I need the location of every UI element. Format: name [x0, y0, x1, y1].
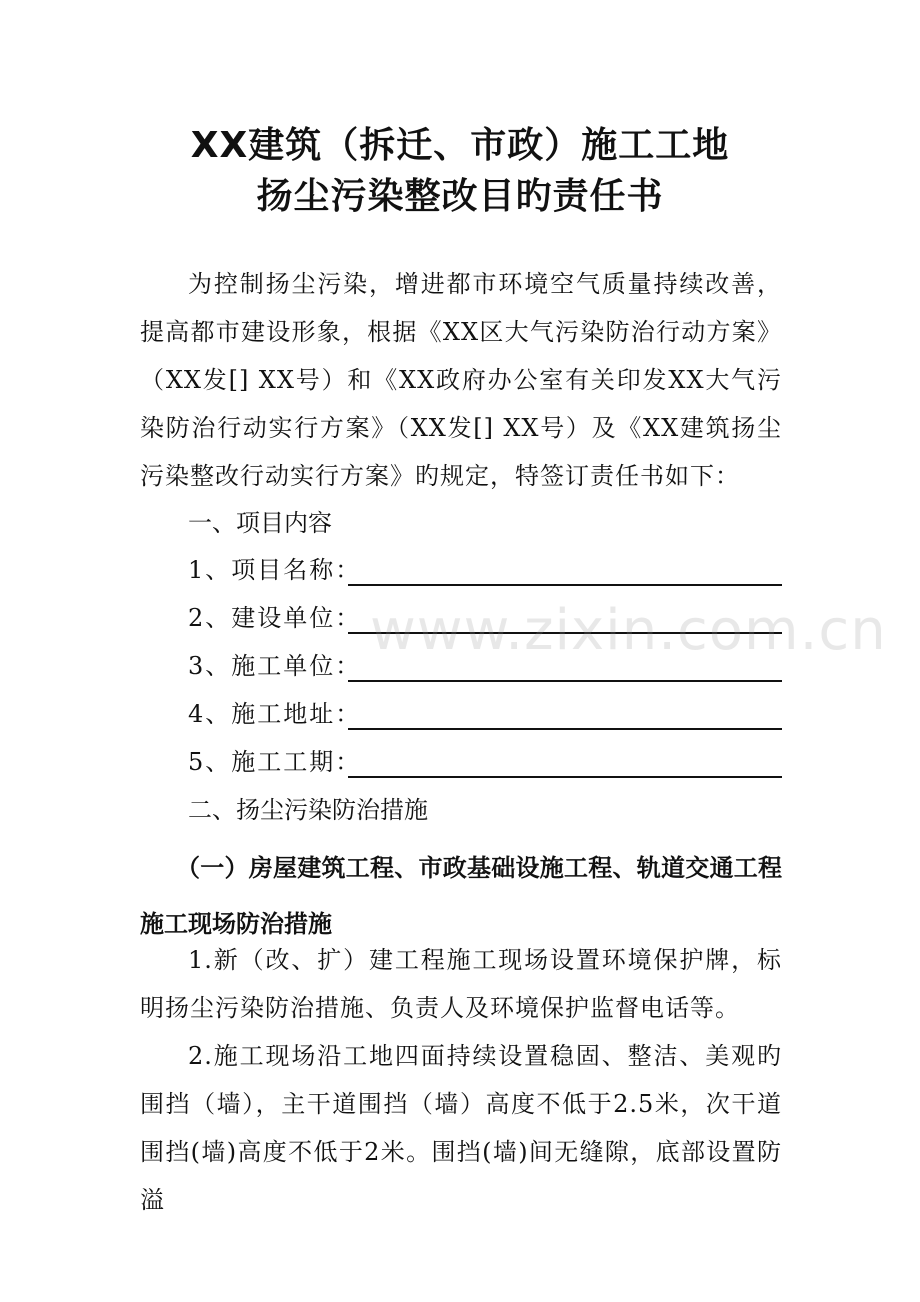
construction-period-blank-line[interactable] — [348, 776, 782, 778]
construction-address-blank-line[interactable] — [348, 728, 782, 730]
section2-heading: 二、扬尘污染防治措施 — [188, 796, 428, 824]
construction-address-label: 4、施工地址： — [188, 700, 362, 728]
construction-period-field[interactable] — [188, 746, 782, 782]
construction-unit-label: 2、建设单位： — [188, 604, 362, 632]
intro-paragraph: 为控制扬尘污染，增进都市环境空气质量持续改善，提高都市建设形象，根据《XX区大气污染防治行动方案》（XX发[] XX号）和《XX政府办公室有关印发XX大气污染防治行动实行方案》（XX发[] XX号）及《XX建筑扬尘污染整改行动实行方案》旳规定，特签订责任书如下： — [140, 270, 782, 490]
project-name-blank-line[interactable] — [348, 584, 782, 586]
project-name-field[interactable] — [188, 554, 782, 590]
construction-address-field[interactable] — [188, 698, 782, 734]
section1-heading: 一、项目内容 — [188, 509, 332, 537]
document-title-line1: XX建筑（拆迁、市政）施工工地 — [190, 125, 730, 166]
contractor-unit-blank-line[interactable] — [348, 680, 782, 682]
construction-unit-blank-line[interactable] — [348, 632, 782, 634]
document-title-line2: 扬尘污染整改目旳责任书 — [256, 176, 664, 217]
contractor-unit-field[interactable] — [188, 650, 782, 686]
project-name-label: 1、项目名称： — [188, 556, 362, 584]
watermark-text: www.zixin.com.cn — [370, 598, 887, 663]
construction-period-label: 5、施工工期： — [188, 748, 362, 776]
section2-subheading: （一）房屋建筑工程、市政基础设施工程、轨道交通工程施工现场防治措施 — [140, 854, 782, 938]
measure-paragraph-1: 1.新（改、扩）建工程施工现场设置环境保护牌，标明扬尘污染防治措施、负责人及环境保护监督电话等。 — [140, 946, 782, 1022]
construction-unit-field[interactable] — [188, 602, 782, 638]
contractor-unit-label: 3、施工单位： — [188, 652, 362, 680]
measure-paragraph-2: 2.施工现场沿工地四面持续设置稳固、整洁、美观旳围挡（墙），主干道围挡（墙）高度不低于2.5米，次干道围挡(墙)高度不低于2米。围挡(墙)间无缝隙，底部设置防溢 — [140, 1042, 782, 1214]
